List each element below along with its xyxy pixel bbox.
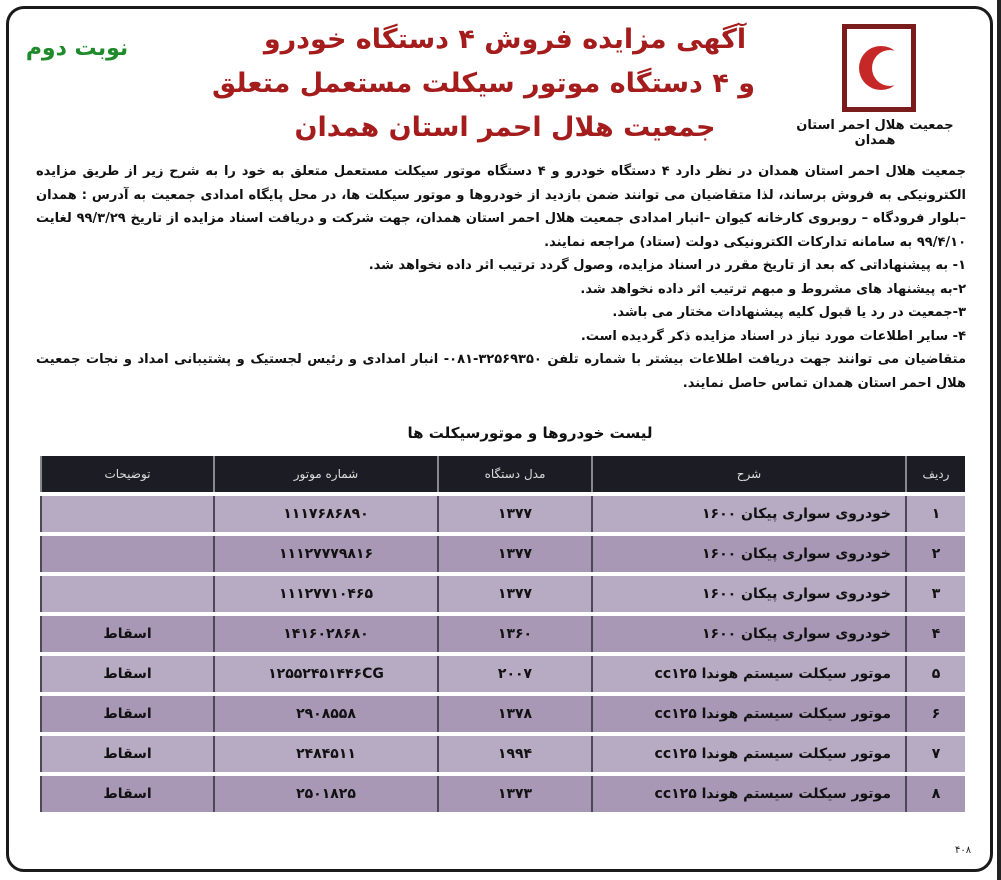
cell-notes — [40, 536, 213, 572]
cell-engine-number: ۲۵۰۱۸۲۵ — [213, 776, 437, 812]
cell-engine-number: ۱۱۱۷۶۸۶۸۹۰ — [213, 496, 437, 532]
cell-description: خودروی سواری پیکان ۱۶۰۰ — [591, 616, 905, 652]
cell-row-number: ۳ — [905, 576, 965, 612]
cell-notes: اسقاط — [40, 656, 213, 692]
title-line: و ۴ دستگاه موتور سیکلت مستعمل متعلق — [211, 68, 755, 99]
cell-notes: اسقاط — [40, 616, 213, 652]
table-row — [40, 536, 965, 572]
cell-model: ۱۳۷۷ — [437, 496, 591, 532]
cell-model: ۲۰۰۷ — [437, 656, 591, 692]
cell-engine-number: ۲۹۰۸۵۵۸ — [213, 696, 437, 732]
cell-row-number: ۷ — [905, 736, 965, 772]
cell-engine-number: ۱۴۱۶۰۲۸۶۸۰ — [213, 616, 437, 652]
title-line: جمعیت هلال احمر استان همدان — [294, 112, 716, 143]
vehicles-table — [40, 452, 965, 816]
table-header-row — [40, 456, 965, 492]
condition-item: ۴- سایر اطلاعات مورد نیاز در اسناد مزایده ذکر گردیده است. — [580, 328, 966, 344]
table-row — [40, 656, 965, 692]
cell-engine-number: ۱۱۱۲۷۷۱۰۴۶۵ — [213, 576, 437, 612]
cell-model: ۱۳۷۷ — [437, 576, 591, 612]
cell-description: خودروی سواری پیکان ۱۶۰۰ — [591, 576, 905, 612]
title-line: آگهی مزایده فروش ۴ دستگاه خودرو — [263, 24, 747, 55]
condition-item: ۱- به پیشنهاداتی که بعد از تاریخ مقرر در اسناد مزایده، وصول گردد ترتیب اثر داده نخواهد شد. — [368, 258, 966, 273]
page-number: ۴۰۸ — [955, 845, 972, 856]
table-row — [40, 496, 965, 532]
contact-paragraph: متقاضیان می توانند جهت دریافت اطلاعات بیشتر با شماره تلفن ۳۲۵۶۹۳۵۰-۰۸۱- انبار امدادی و رئیس لجستیک و پشتیبانی امداد و نجات جمعیت هلال احمر استان همدان تماس حاصل نمایند. — [36, 352, 966, 391]
intro-paragraph: جمعیت هلال احمر استان همدان در نظر دارد ۴ دستگاه خودرو و ۴ دستگاه موتور سیکلت مستعمل متعلق به خود را به شرح زیر از طریق مزایده الکترونیکی به فروش برساند، لذا متقاضیان می توانند ضمن بازدید از خودروها و موتور سیکلت ها، در محل پایگاه امدادی جمعیت به آدرس : همدان –بلوار فرودگاه – روبروی کارخانه کیوان –انبار امدادی جمعیت هلال احمر استان همدان، جهت شرکت و دریافت اسناد مزایده از تاریخ ۹۹/۳/۲۹ لغایت ۹۹/۴/۱۰ به سامانه تدارکات الکترونیکی دولت (ستاد) مراجعه نمایند. — [36, 164, 967, 250]
cell-description: خودروی سواری پیکان ۱۶۰۰ — [591, 496, 905, 532]
table-row — [40, 776, 965, 812]
cell-notes: اسقاط — [40, 776, 213, 812]
cell-notes — [40, 496, 213, 532]
cell-model: ۱۳۶۰ — [437, 616, 591, 652]
announcement-body — [36, 160, 966, 395]
cell-row-number: ۸ — [905, 776, 965, 812]
header-row-number: ردیف — [905, 456, 965, 492]
cell-notes — [40, 576, 213, 612]
cell-notes: اسقاط — [40, 736, 213, 772]
cell-model: ۱۹۹۴ — [437, 736, 591, 772]
cell-model: ۱۳۷۷ — [437, 536, 591, 572]
round-badge: نوبت دوم — [25, 36, 129, 61]
cell-engine-number: ۱۱۱۲۷۷۷۹۸۱۶ — [213, 536, 437, 572]
cell-description: موتور سیکلت سیستم هوندا cc۱۲۵ — [591, 656, 905, 692]
cell-notes: اسقاط — [40, 696, 213, 732]
header-model: مدل دستگاه — [437, 456, 591, 492]
header-engine-number: شماره موتور — [213, 456, 437, 492]
cell-description: خودروی سواری پیکان ۱۶۰۰ — [591, 536, 905, 572]
table-row — [40, 616, 965, 652]
cell-model: ۱۳۷۸ — [437, 696, 591, 732]
cell-engine-number: ۱۲۵۵۲۴۵۱۴۴۶CG — [213, 656, 437, 692]
cell-row-number: ۵ — [905, 656, 965, 692]
table-row — [40, 736, 965, 772]
condition-item: ۳-جمعیت در رد یا قبول کلیه پیشنهادات مختار می باشد. — [612, 305, 966, 320]
cell-row-number: ۶ — [905, 696, 965, 732]
cell-description: موتور سیکلت سیستم هوندا cc۱۲۵ — [591, 696, 905, 732]
table-title: لیست خودروها و موتورسیکلت ها — [407, 424, 653, 442]
cell-row-number: ۴ — [905, 616, 965, 652]
cell-row-number: ۲ — [905, 536, 965, 572]
logo-caption: جمعیت هلال احمر استان همدان — [796, 118, 954, 148]
header-description: شرح — [591, 456, 905, 492]
cell-engine-number: ۲۴۸۴۵۱۱ — [213, 736, 437, 772]
header-notes: توضیحات — [40, 456, 213, 492]
crescent-icon — [849, 38, 909, 98]
announcement-title — [211, 18, 755, 150]
cell-description: موتور سیکلت سیستم هوندا cc۱۲۵ — [591, 736, 905, 772]
red-crescent-logo — [842, 24, 916, 112]
page-edge — [997, 0, 1001, 880]
condition-item: ۲-به پیشنهاد های مشروط و مبهم ترتیب اثر داده نخواهد شد. — [580, 281, 966, 297]
cell-description: موتور سیکلت سیستم هوندا cc۱۲۵ — [591, 776, 905, 812]
cell-model: ۱۳۷۳ — [437, 776, 591, 812]
table-row — [40, 576, 965, 612]
table-row — [40, 696, 965, 732]
cell-row-number: ۱ — [905, 496, 965, 532]
